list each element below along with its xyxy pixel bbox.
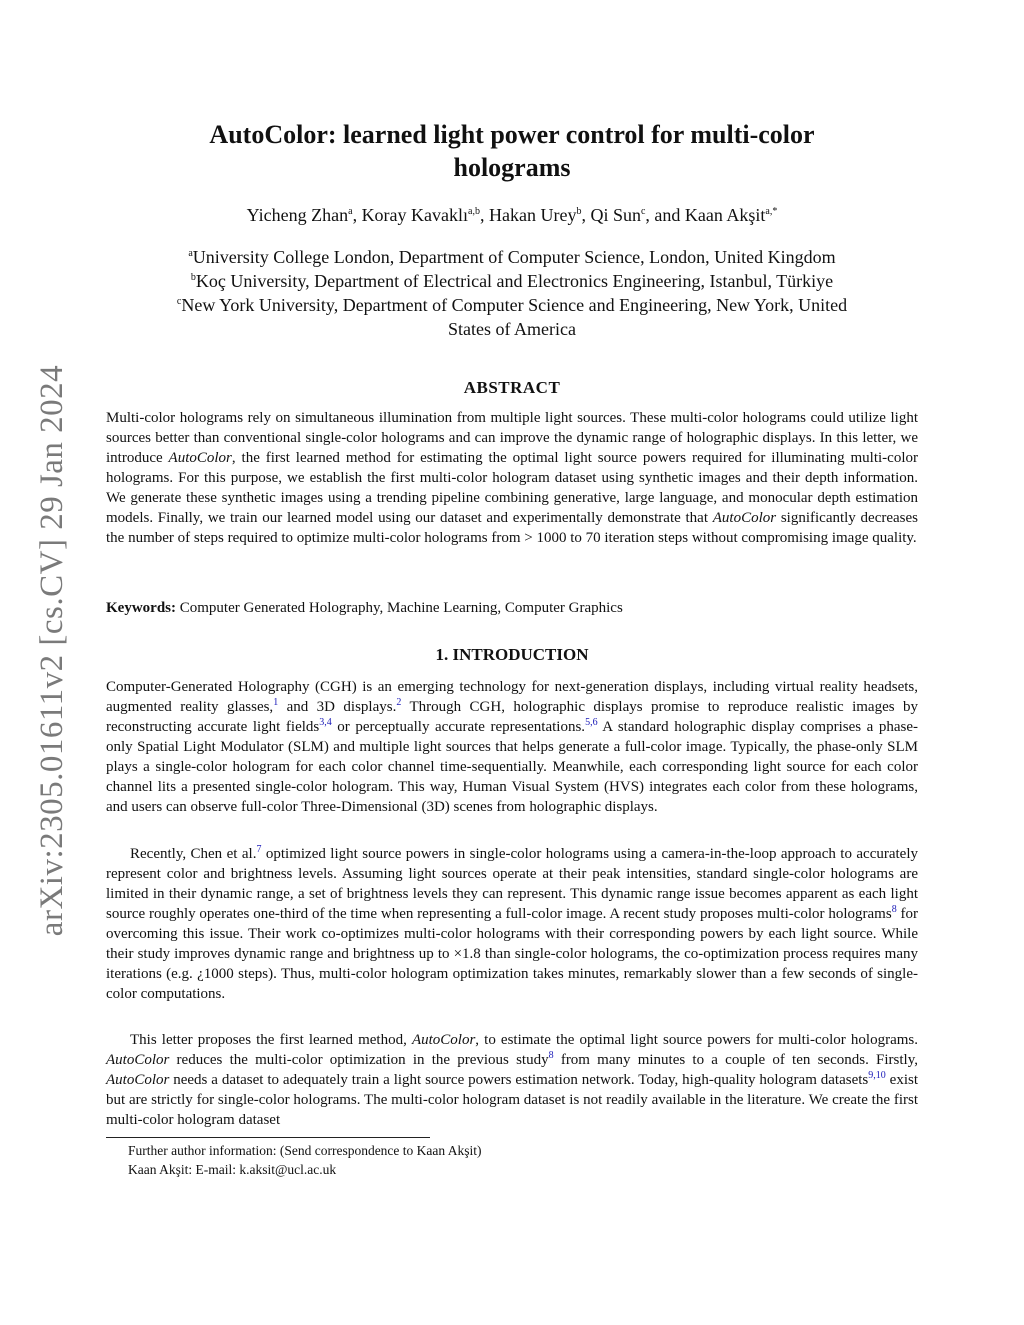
affiliation-mark: b: [190, 272, 196, 283]
affiliation-list: [106, 245, 918, 341]
keywords: [106, 598, 918, 618]
citation-link[interactable]: 2: [396, 697, 402, 708]
abstract-emphasis: AutoColor: [712, 510, 777, 526]
citation-link[interactable]: 1: [273, 697, 279, 708]
citation-link[interactable]: 9,10: [868, 1070, 886, 1081]
paragraph-text: This letter proposes the first learned method,: [130, 1032, 412, 1048]
keywords-label: Keywords:: [106, 600, 176, 616]
title-line-2: holograms: [453, 153, 571, 182]
author-list: [106, 205, 918, 226]
affiliation-b: [106, 269, 918, 293]
title-line-1: AutoColor: learned light power control for multi-color: [209, 120, 815, 149]
author-name: Koray Kavaklı: [361, 205, 469, 225]
abstract-text: significantly decreases the number of steps required to optimize multi-color holograms from > 1000 to 70 iteration steps without compromising image quality.: [106, 510, 918, 546]
footnote-correspondence: Further author information: (Send correspondence to Kaan Akşit): [128, 1143, 482, 1158]
citation-link[interactable]: 5,6: [585, 717, 598, 728]
affiliation-text: University College London, Department of Computer Science, London, United Kingdom: [192, 247, 836, 267]
abstract-heading: ABSTRACT: [463, 378, 561, 397]
paragraph-text: reduces the multi-color optimization in the previous study: [169, 1052, 549, 1068]
affiliation-c-continued: States of America: [448, 319, 576, 339]
affiliation-text: Koç University, Department of Electrical and Electronics Engineering, Istanbul, Türkiye: [195, 271, 834, 291]
affiliation-mark: c: [176, 296, 182, 307]
keywords-text: Computer Generated Holography, Machine Learning, Computer Graphics: [176, 600, 623, 616]
paragraph-text: , to estimate the optimal light source powers for multi-color holograms.: [475, 1032, 918, 1048]
affiliation-text: New York University, Department of Computer Science and Engineering, New York, United: [181, 295, 848, 315]
author-name: Yicheng Zhan: [246, 205, 349, 225]
abstract-text: Multi-color holograms rely on simultaneous illumination from multiple light sources. These multi-color holograms could utilize light sources better than conventional single-color holograms and can improve the dynamic range of holographic displays. In this letter, we introduce: [106, 410, 918, 466]
paper-title: [106, 118, 918, 184]
author-separator: , and: [645, 205, 685, 225]
citation-link[interactable]: 8: [548, 1050, 554, 1061]
author-affiliation-mark: a,*: [765, 206, 778, 217]
paragraph-text: needs a dataset to adequately train a light source powers estimation network. Today, high-quality hologram datasets: [169, 1072, 869, 1088]
intro-paragraph-2: [106, 844, 918, 1004]
paragraph-text: from many minutes to a couple of ten seconds. Firstly,: [553, 1052, 918, 1068]
paragraph-text: Recently, Chen et al.: [130, 846, 257, 862]
paragraph-text: exist but are strictly for single-color holograms. The multi-color hologram dataset is not readily available in the literature. We create the first multi-color hologram dataset: [106, 1072, 918, 1128]
paragraph-text: for overcoming this issue. Their work co-optimizes multi-color holograms with their corresponding powers by each light source. While their study improves dynamic range and brightness up to ×1.8 than single-color holograms, the co-optimization process requires many iterations (e.g. ¿1000 steps). Thus, multi-color hologram optimization takes minutes, remarkably slower than a few seconds of single-color computations.: [106, 906, 918, 1002]
author-name: Qi Sun: [590, 205, 641, 225]
author-name: Kaan Akşit: [684, 205, 766, 225]
intro-paragraph-1: [106, 677, 918, 817]
author-affiliation-mark: b: [576, 206, 582, 217]
footnotes: [128, 1141, 828, 1179]
affiliation-a: [106, 245, 918, 269]
intro-paragraph-3: [106, 1030, 918, 1130]
author-separator: ,: [479, 205, 489, 225]
author-affiliation-mark: c: [640, 206, 646, 217]
paragraph-text: Computer-Generated Holography (CGH) is an emerging technology for next-generation displays, including virtual reality headsets, augmented reality glasses,: [106, 679, 918, 715]
author-name: Hakan Urey: [488, 205, 577, 225]
paragraph-emphasis: AutoColor: [411, 1032, 476, 1048]
author-separator: ,: [352, 205, 362, 225]
paragraph-text: or perceptually accurate representations.: [331, 719, 586, 735]
section-heading-introduction: 1. INTRODUCTION: [435, 645, 589, 664]
citation-link[interactable]: 8: [891, 904, 897, 915]
abstract-emphasis: AutoColor: [168, 450, 232, 466]
author-affiliation-mark: a: [348, 206, 353, 217]
author-affiliation-mark: a,b: [468, 206, 480, 217]
paragraph-text: optimized light source powers in single-color holograms using a camera-in-the-loop approach to accurately represent color and brightness levels. Assuming light sources operate at their peak intensities, standard single-color holograms are limited in their dynamic range, a set of brightness levels they can represent. This dynamic range issue becomes apparent as each light source roughly operates one-third of the time when representing a full-color image. A recent study proposes multi-color holograms: [106, 846, 919, 922]
paragraph-text: and 3D displays.: [278, 699, 397, 715]
paragraph-text: A standard holographic display comprises a phase-only Spatial Light Modulator (SLM) and multiple light sources that helps generate a full-color image. Typically, the phase-only SLM plays a single-color hologram for each color channel time-sequentially. Meanwhile, each corresponding light source for each color channel lits a presented single-color hologram. This way, Human Visual System (HVS) integrates each color from these holograms, and users can observe full-color Three-Dimensional (3D) scenes from holographic displays.: [106, 719, 918, 815]
paragraph-emphasis: AutoColor: [106, 1072, 170, 1088]
abstract-text: , the first learned method for estimating the optimal light source powers required for illuminating multi-color holograms. For this purpose, we establish the first multi-color hologram dataset using synthetic images and their depth information. We generate these synthetic images using a trending pipeline combining generative, large language, and monocular depth estimation models. Finally, we train our learned model using our dataset and experimentally demonstrate that: [106, 450, 918, 526]
affiliation-mark: a: [188, 248, 193, 259]
affiliation-c: [106, 293, 918, 317]
citation-link[interactable]: 3,4: [319, 717, 332, 728]
paragraph-text: Through CGH, holographic displays promise to reproduce realistic images by reconstructing accurate light fields: [106, 699, 918, 735]
paragraph-emphasis: AutoColor: [106, 1052, 170, 1068]
citation-link[interactable]: 7: [256, 844, 262, 855]
arxiv-identifier-stamp: [28, 360, 78, 940]
footnote-email: Kaan Akşit: E-mail: k.aksit@ucl.ac.uk: [128, 1162, 337, 1177]
author-separator: ,: [581, 205, 591, 225]
arxiv-identifier-text: arXiv:2305.01611v2 [cs.CV] 29 Jan 2024: [34, 364, 71, 936]
abstract-body: [106, 408, 918, 548]
footnote-rule: [106, 1137, 430, 1138]
